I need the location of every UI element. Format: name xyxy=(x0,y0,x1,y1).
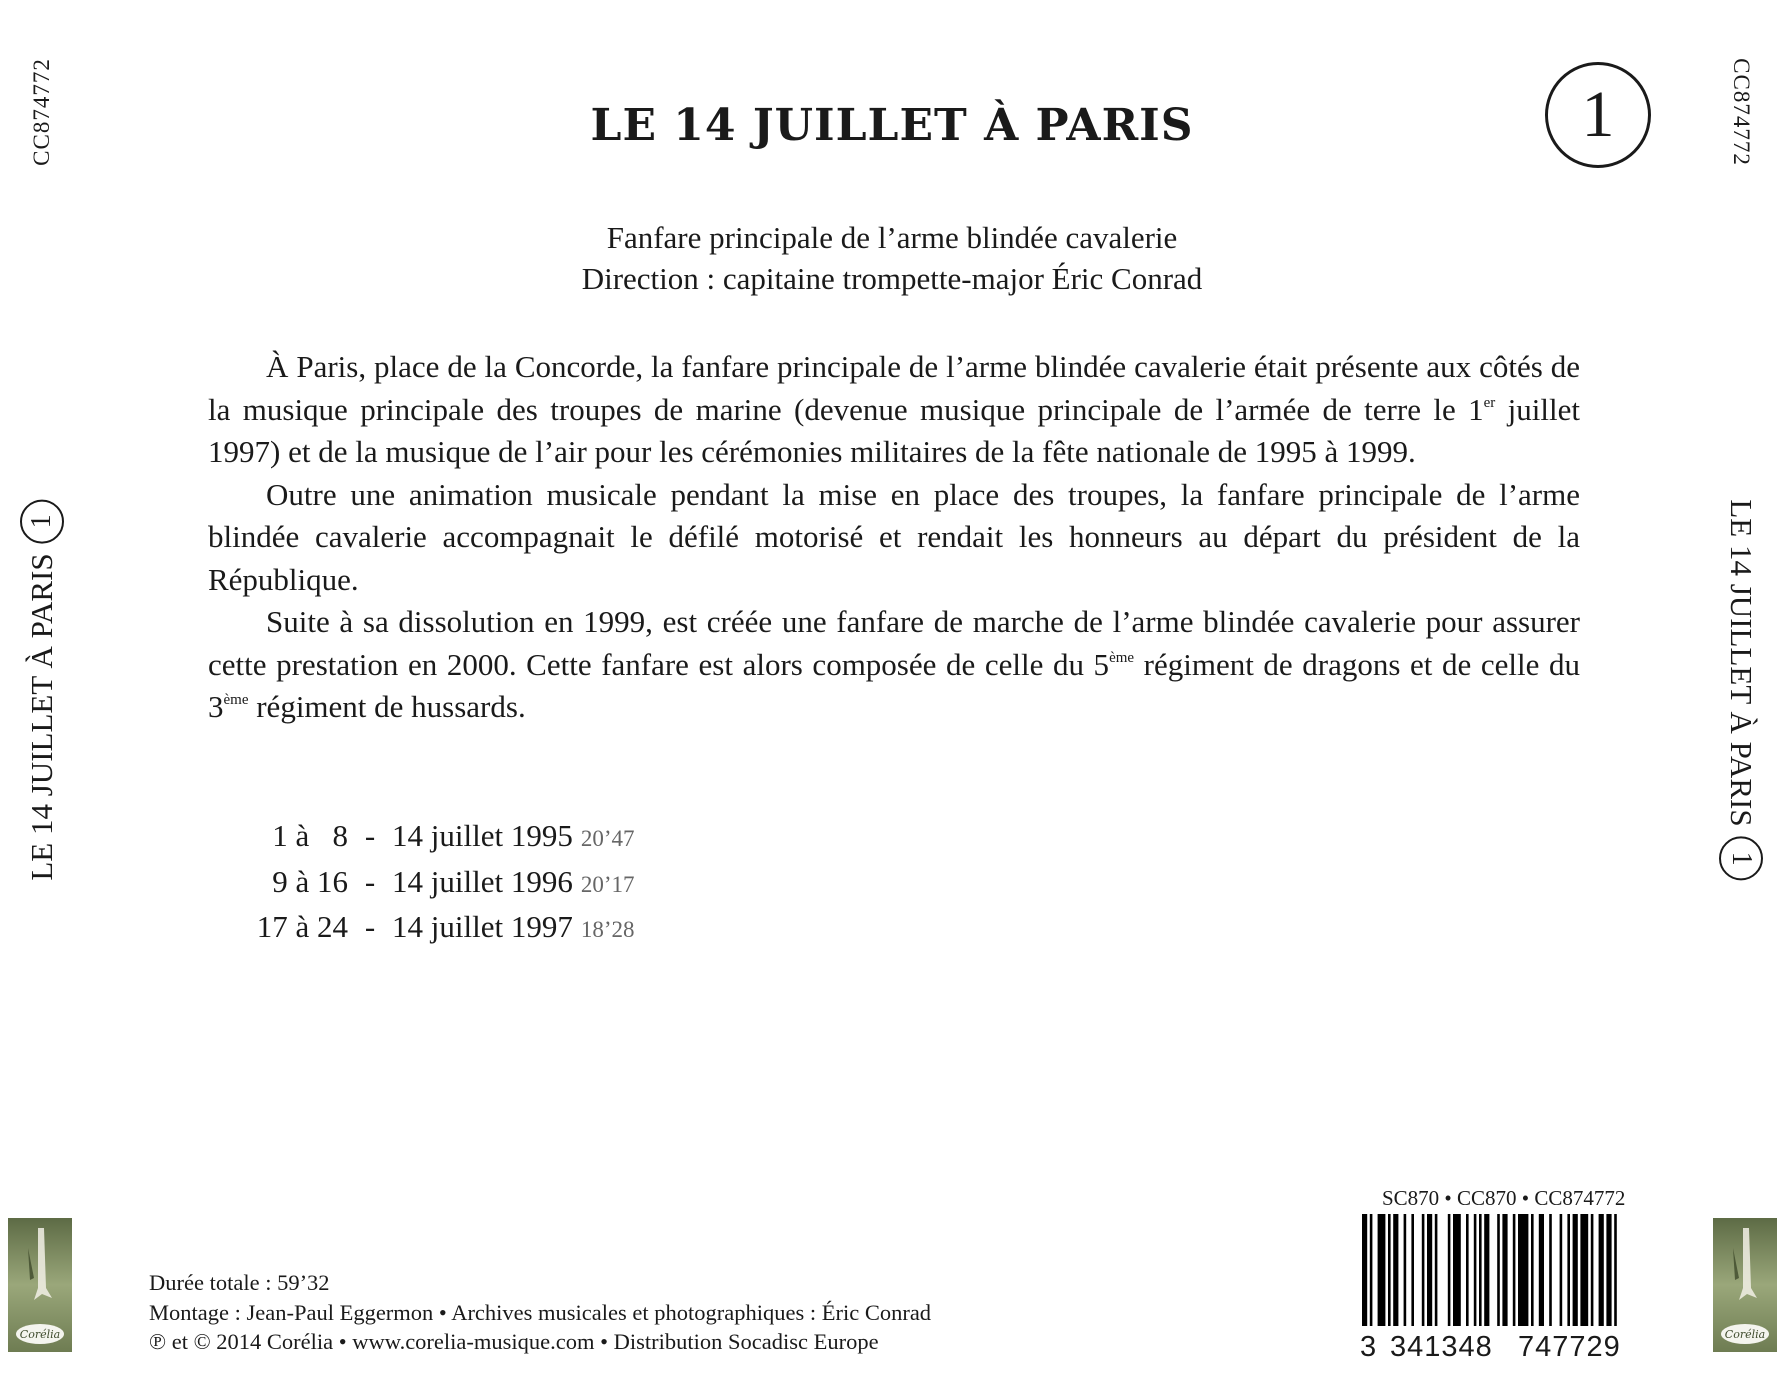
disc-number-badge: 1 xyxy=(1545,62,1651,168)
track-row xyxy=(208,861,635,907)
barcode-bar xyxy=(1518,1214,1528,1326)
barcode-bar xyxy=(1549,1214,1552,1326)
paragraph-1-b: juillet 1997) et de la musique de l’air pour les cérémonies militaires de la fête nationale de 1995 à 1999. xyxy=(208,391,1580,469)
credits xyxy=(149,1268,931,1357)
barcode-left-group: 341348 xyxy=(1390,1331,1493,1363)
barcode-bar xyxy=(1393,1214,1398,1326)
barcode-bar xyxy=(1591,1214,1594,1326)
barcode-bar xyxy=(1453,1214,1461,1326)
track-date: 14 juillet 1997 xyxy=(392,909,573,944)
spine-title-left-text: LE 14 JUILLET À PARIS xyxy=(24,553,59,881)
spine-title-left xyxy=(20,499,64,880)
page-title: LE 14 JUILLET À PARIS xyxy=(590,100,1194,151)
barcode-digits xyxy=(1360,1331,1640,1367)
barcode-bar xyxy=(1502,1214,1507,1326)
spine-catalog-code-right: CC874772 xyxy=(1729,58,1754,166)
track-range: 17 à 24 xyxy=(256,909,348,944)
spine-disc-number-left: 1 xyxy=(20,499,64,543)
barcode-bar xyxy=(1580,1214,1588,1326)
paragraph-3-c: régiment de hussards. xyxy=(248,689,526,724)
spine-title-right xyxy=(1719,499,1763,880)
barcode xyxy=(1360,1214,1640,1362)
barcode-bar xyxy=(1484,1214,1489,1326)
barcode-bar xyxy=(1479,1214,1482,1326)
track-list xyxy=(208,815,635,952)
barcode-bar xyxy=(1497,1214,1500,1326)
corelia-logo-right xyxy=(1713,1218,1777,1352)
track-duration: 20’17 xyxy=(580,871,635,897)
total-duration: Durée totale : 59’32 xyxy=(149,1270,330,1295)
paragraph-2: Outre une animation musicale pendant la mise en place des troupes, la fanfare principale de l’arme blindée cavalerie accompagnait le défilé motorisé et rendait les honneurs au départ du président de la République. xyxy=(208,476,1580,597)
barcode-bar xyxy=(1422,1214,1425,1326)
paragraph-1-sup: er xyxy=(1483,394,1496,411)
barcode-bar xyxy=(1427,1214,1432,1326)
barcode-bar xyxy=(1362,1214,1367,1326)
paragraph-3-a: Suite à sa dissolution en 1999, est créée une fanfare de marche de l’arme blindée cavalerie pour assurer cette prestation en 2000. Cette fanfare est alors composée de celle du 5 xyxy=(208,604,1580,682)
corelia-logo-left-text: Corélia xyxy=(19,1328,61,1341)
track-separator: - xyxy=(364,909,376,944)
barcode-bars xyxy=(1360,1214,1640,1326)
barcode-bar xyxy=(1614,1214,1617,1326)
barcode-bar xyxy=(1448,1214,1451,1326)
barcode-bar xyxy=(1606,1214,1611,1326)
track-separator: - xyxy=(364,863,376,899)
spine-catalog-code-left: CC874772 xyxy=(29,58,54,166)
subtitle-ensemble: Fanfare principale de l’arme blindée cavalerie xyxy=(606,220,1178,255)
catalog-numbers: SC870 • CC870 • CC874772 xyxy=(1382,1186,1626,1210)
barcode-bar xyxy=(1466,1214,1469,1326)
paragraph-3-sup-2: ème xyxy=(223,692,249,708)
subtitle-direction: Direction : capitaine trompette-major Éric Conrad xyxy=(581,261,1203,296)
barcode-bar xyxy=(1411,1214,1414,1326)
barcode-right-group: 747729 xyxy=(1518,1331,1621,1363)
spine-disc-number-right: 1 xyxy=(1719,837,1763,881)
barcode-first-digit: 3 xyxy=(1360,1331,1377,1363)
paragraph-1 xyxy=(208,346,1580,474)
barcode-bar xyxy=(1435,1214,1438,1326)
barcode-bar xyxy=(1531,1214,1534,1326)
paragraph-1-a: À Paris, place de la Concorde, la fanfare principale de l’arme blindée cavalerie était présente aux côtés de la musique principale des troupes de marine (devenue musique principale de l’armée de terre le 1 xyxy=(208,349,1580,427)
corelia-logo-right-art xyxy=(1713,1218,1777,1352)
paragraph-3-b: régiment de dragons et de celle du 3 xyxy=(208,646,1580,724)
paragraph-3-sup-1: ème xyxy=(1109,649,1135,666)
barcode-bar xyxy=(1567,1214,1570,1326)
track-duration: 18’28 xyxy=(580,917,635,942)
track-range: 1 à 8 xyxy=(272,818,348,853)
track-row xyxy=(208,906,635,952)
montage-credit: Montage : Jean-Paul Eggermon • Archives musicales et photographiques : Éric Conrad xyxy=(149,1299,932,1325)
copyright-line: ℗ et © 2014 Corélia • www.corelia-musique.com • Distribution Socadisc Europe xyxy=(149,1329,879,1354)
barcode-bar xyxy=(1370,1214,1373,1326)
track-date: 14 juillet 1995 xyxy=(392,818,573,853)
corelia-logo-right-text: Corélia xyxy=(1724,1328,1766,1341)
liner-notes xyxy=(208,346,1580,729)
barcode-bar xyxy=(1560,1214,1563,1326)
corelia-logo-left xyxy=(8,1218,72,1352)
barcode-bar xyxy=(1599,1214,1604,1326)
barcode-bar xyxy=(1539,1214,1544,1326)
track-row xyxy=(208,815,635,861)
barcode-bar xyxy=(1474,1214,1477,1326)
barcode-bar xyxy=(1378,1214,1386,1326)
spine-title-right-text: LE 14 JUILLET À PARIS xyxy=(1724,499,1759,827)
barcode-bar xyxy=(1573,1214,1578,1326)
barcode-bar xyxy=(1513,1214,1516,1326)
track-range: 9 à 16 xyxy=(272,863,348,899)
paragraph-3 xyxy=(208,601,1580,729)
corelia-logo-left-art xyxy=(8,1218,72,1352)
barcode-bar xyxy=(1404,1214,1407,1326)
barcode-bar xyxy=(1388,1214,1391,1326)
track-separator: - xyxy=(364,818,376,853)
track-date: 14 juillet 1996 xyxy=(392,863,573,899)
track-duration: 20’47 xyxy=(580,826,635,851)
